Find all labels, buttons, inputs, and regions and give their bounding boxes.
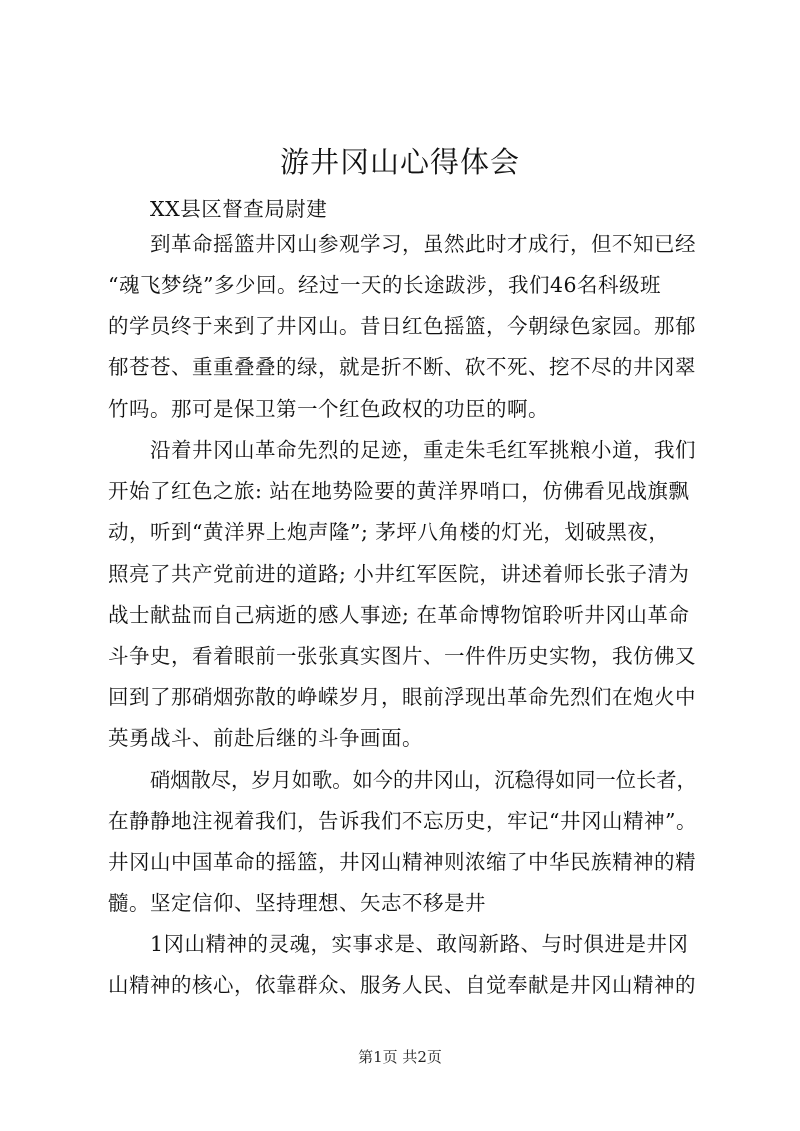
body-line: 到革命摇篮井冈山参观学习，虽然此时才成行，但不知已经 — [150, 232, 696, 256]
body-line: 竹吗。那可是保卫第一个红色政权的功臣的啊。 — [108, 397, 549, 421]
author-line: XX县区督查局尉建 — [150, 197, 328, 221]
body-line: 1冈山精神的灵魂，实事求是、敢闯新路、与时俱进是井冈 — [150, 932, 689, 956]
body-line: 沿着井冈山革命先烈的足迹，重走朱毛红军挑粮小道，我们 — [150, 438, 696, 462]
body-line: 照亮了共产党前进的道路; 小井红军医院，讲述着师长张子清为 — [108, 562, 690, 586]
body-line: 战士献盐而自己病逝的感人事迹; 在革命博物馆聆听井冈山革命 — [108, 603, 690, 627]
body-line: 回到了那硝烟弥散的峥嵘岁月，眼前浮现出革命先烈们在炮火中 — [108, 685, 696, 709]
page-footer: 第1页 共2页 — [358, 1048, 442, 1066]
body-line: 井冈山中国革命的摇篮，井冈山精神则浓缩了中华民族精神的精 — [108, 850, 696, 874]
body-line: 动，听到“黄洋界上炮声隆”; 茅坪八角楼的灯光，划破黑夜， — [108, 520, 670, 544]
body-line: “魂飞梦绕”多少回。经过一天的长途跋涉，我们46名科级班 — [108, 273, 662, 297]
document-title: 游井冈山心得体会 — [279, 145, 520, 179]
body-line: 郁苍苍、重重叠叠的绿，就是折不断、砍不死、挖不尽的井冈翠 — [108, 355, 696, 379]
body-line: 在静静地注视着我们，告诉我们不忘历史，牢记“井冈山精神”。 — [108, 809, 697, 833]
body-line: 斗争史，看着眼前一张张真实图片、一件件历史实物，我仿佛又 — [108, 644, 696, 668]
body-line: 开始了红色之旅: 站在地势险要的黄洋界哨口，仿佛看见战旗飘 — [108, 479, 690, 503]
body-line: 英勇战斗、前赴后继的斗争画面。 — [108, 726, 423, 750]
body-line: 山精神的核心，依靠群众、服务人民、自觉奉献是井冈山精神的 — [108, 973, 696, 997]
body-line: 硝烟散尽，岁月如歌。如今的井冈山，沉稳得如同一位长者， — [150, 768, 697, 792]
body-line: 的学员终于来到了井冈山。昔日红色摇篮，今朝绿色家园。那郁 — [108, 314, 696, 338]
body-line: 髓。坚定信仰、坚持理想、矢志不移是井 — [108, 891, 486, 915]
